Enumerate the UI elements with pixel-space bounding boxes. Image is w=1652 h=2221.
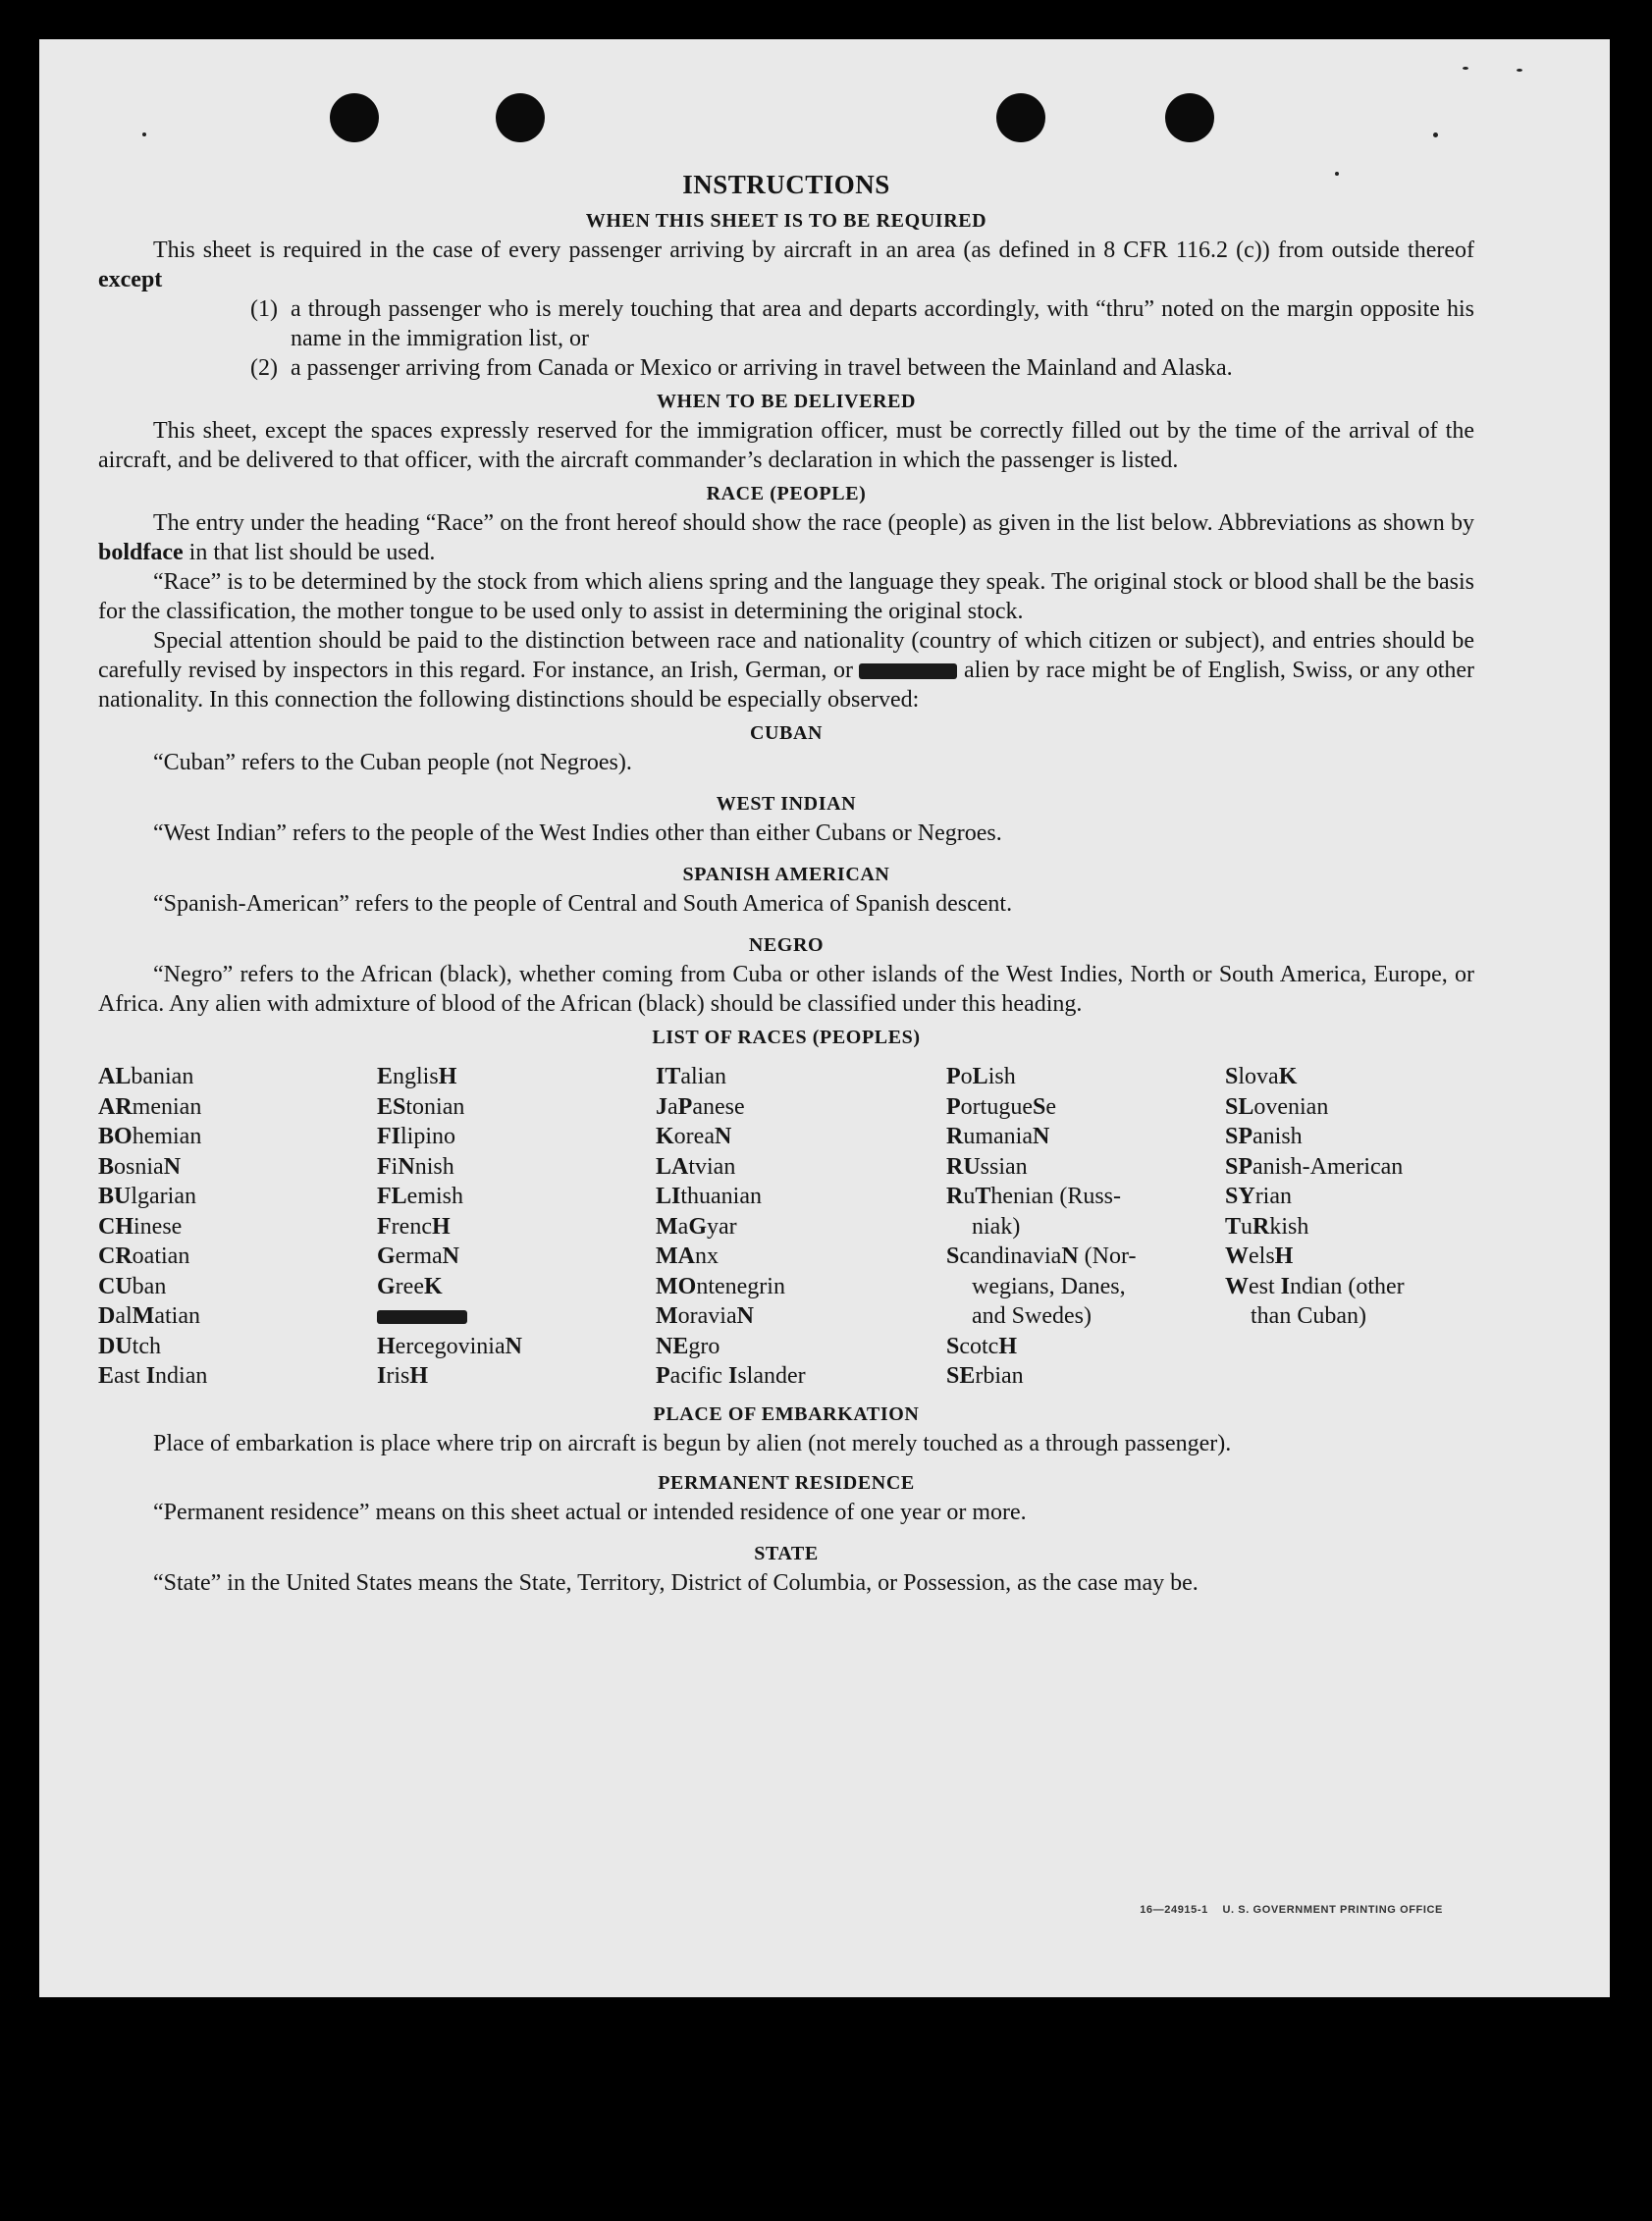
race-entry: SErbian xyxy=(946,1363,1024,1389)
race-entry xyxy=(377,1301,656,1332)
punch-hole xyxy=(996,93,1045,142)
exception-item-1: (1) a through passenger who is merely touching that area and departs accordingly, with “thru” noted on the margin opposite his name in the immigration list, or xyxy=(250,296,1474,351)
west-indian-text: “West Indian” refers to the people of the West Indies other than either Cubans or Negroes. xyxy=(153,820,1002,846)
printing-office-footer: 16—24915-1 U. S. GOVERNMENT PRINTING OFFICE xyxy=(1140,1904,1443,1916)
race-entry: BosniaN xyxy=(98,1153,182,1180)
race-entry: LIthuanian xyxy=(656,1184,762,1209)
spanish-american-text: “Spanish-American” refers to the people of Central and South America of Spanish descent. xyxy=(153,891,1013,917)
heading-when-required: WHEN THIS SHEET IS TO BE REQUIRED xyxy=(585,210,987,232)
race-entry: SPanish xyxy=(1225,1124,1303,1149)
race-entry: PoLish xyxy=(946,1064,1016,1089)
heading-permanent-residence: PERMANENT RESIDENCE xyxy=(658,1471,915,1494)
permanent-residence-text: “Permanent residence” means on this sheet actual or intended residence of one year or more. xyxy=(153,1499,1027,1525)
race-entry: ScotcH xyxy=(946,1333,1018,1359)
race-entry: and Swedes) xyxy=(972,1303,1092,1329)
speck xyxy=(1433,132,1438,137)
punch-hole xyxy=(496,93,545,142)
race-entry: SPanish-American xyxy=(1225,1153,1404,1180)
race-entry: IrisH xyxy=(377,1363,429,1389)
race-entry: wegians, Danes, xyxy=(972,1273,1126,1299)
race-entry: MaGyar xyxy=(656,1213,737,1240)
race-paragraph-3: Special attention should be paid to the distinction between race and nationality (country of which citizen or subject), and entries should be carefully revised by inspectors in this regard. For instance, an Irish, German, or alien by race might be of English, Swiss, or any other nationality. In this connection the following distinctions should be especially observed: xyxy=(98,628,1475,713)
race-entry: DalMatian xyxy=(98,1303,200,1329)
when-delivered-text: This sheet, except the spaces expressly reserved for the immigration officer, must be correctly filled out by the time of the arrival of the aircraft, and be delivered to that officer, with the aircraft commander’s declaration in which the passenger is listed. xyxy=(98,418,1474,473)
race-paragraph-2: “Race” is to be determined by the stock from which aliens spring and the language they speak. The original stock or blood shall be the basis for the classification, the mother tongue to be used only to assist in determining the original stock. xyxy=(98,569,1474,624)
heading-cuban: CUBAN xyxy=(749,722,824,744)
punch-hole xyxy=(330,93,379,142)
heading-list-of-races: LIST OF RACES (PEOPLES) xyxy=(652,1027,921,1048)
race-entry: ScandinaviaN (Nor- xyxy=(946,1243,1137,1269)
race-entry: FIlipino xyxy=(377,1124,456,1149)
race-entry: MAnx xyxy=(656,1243,719,1269)
race-entry: BUlgarian xyxy=(98,1184,196,1209)
punch-hole xyxy=(1165,93,1214,142)
race-entry: NEgro xyxy=(656,1333,720,1359)
race-paragraph-1: The entry under the heading “Race” on the front hereof should show the race (people) as given in the list below. Abbreviations as shown by boldface in that list should be used. xyxy=(98,510,1474,565)
redacted-word xyxy=(859,663,957,679)
race-entry: ITalian xyxy=(656,1064,726,1089)
race-entry: DUtch xyxy=(98,1333,161,1359)
heading-state: STATE xyxy=(754,1542,819,1564)
race-entry: WelsH xyxy=(1225,1243,1294,1269)
race-column xyxy=(377,1062,656,1392)
race-entry: EStonian xyxy=(377,1093,465,1120)
race-entry: FrencH xyxy=(377,1213,451,1240)
race-entry: KoreaN xyxy=(656,1124,732,1149)
state-text: “State” in the United States means the State, Territory, District of Columbia, or Possession, as the case may be. xyxy=(153,1569,1199,1596)
document-page xyxy=(39,39,1610,1997)
race-entry: Pacific Islander xyxy=(656,1363,806,1389)
speck xyxy=(1517,69,1522,72)
heading-spanish-american: SPANISH AMERICAN xyxy=(682,864,890,885)
negro-text: “Negro” refers to the African (black), whether coming from Cuba or other islands of the West Indies, North or South America, Europe, or Africa. Any alien with admixture of blood of the African (black) should be classified under this heading. xyxy=(98,962,1474,1017)
race-entry: West Indian (other xyxy=(1225,1273,1405,1299)
race-entry: BOhemian xyxy=(98,1124,202,1149)
race-entry: RumaniaN xyxy=(946,1124,1050,1149)
heading-negro: NEGRO xyxy=(748,934,825,956)
race-entry: MOntenegrin xyxy=(656,1273,785,1299)
heading-when-delivered: WHEN TO BE DELIVERED xyxy=(656,391,917,412)
heading-race: RACE (PEOPLE) xyxy=(706,483,867,504)
race-entry: MoraviaN xyxy=(656,1303,754,1329)
redacted-race xyxy=(377,1310,467,1324)
race-column xyxy=(98,1062,377,1392)
speck xyxy=(142,132,146,136)
race-list xyxy=(98,1062,1474,1392)
race-entry: FiNnish xyxy=(377,1153,454,1180)
race-column xyxy=(1225,1062,1474,1392)
race-entry: RuThenian (Russ- xyxy=(946,1184,1122,1209)
race-entry: SLovenian xyxy=(1225,1093,1329,1120)
race-entry: East Indian xyxy=(98,1363,208,1389)
when-required-intro: This sheet is required in the case of every passenger arriving by aircraft in an area (as defined in 8 CFR 116.2 (c)) from outside thereof except xyxy=(98,238,1474,292)
race-entry: JaPanese xyxy=(656,1093,745,1120)
race-column xyxy=(946,1062,1225,1392)
race-entry: ARmenian xyxy=(98,1093,202,1120)
heading-embarkation: PLACE OF EMBARKATION xyxy=(653,1402,920,1425)
race-entry: EnglisH xyxy=(377,1064,457,1089)
race-column xyxy=(656,1062,946,1392)
race-entry: niak) xyxy=(972,1213,1021,1240)
race-entry: TuRkish xyxy=(1225,1213,1309,1240)
race-entry: PortugueSe xyxy=(946,1093,1056,1120)
race-entry: GreeK xyxy=(377,1273,443,1299)
embarkation-text: Place of embarkation is place where trip on aircraft is begun by alien (not merely touched as a through passenger). xyxy=(153,1430,1232,1456)
race-entry: CHinese xyxy=(98,1213,183,1240)
cuban-text: “Cuban” refers to the Cuban people (not Negroes). xyxy=(153,750,632,775)
instructions-body xyxy=(98,167,1474,1598)
race-entry: HercegoviniaN xyxy=(377,1333,522,1359)
race-entry: SYrian xyxy=(1225,1184,1292,1209)
race-entry: RUssian xyxy=(946,1153,1028,1180)
heading-west-indian: WEST INDIAN xyxy=(716,793,857,815)
race-entry: ALbanian xyxy=(98,1064,194,1089)
race-entry: LAtvian xyxy=(656,1153,736,1180)
speck xyxy=(1463,67,1468,70)
race-entry: SlovaK xyxy=(1225,1064,1298,1089)
race-entry: CRoatian xyxy=(98,1243,190,1269)
page-title: INSTRUCTIONS xyxy=(682,170,890,199)
race-entry: GermaN xyxy=(377,1243,459,1269)
race-entry: than Cuban) xyxy=(1251,1303,1366,1329)
race-entry: CUban xyxy=(98,1273,167,1299)
race-entry: FLemish xyxy=(377,1184,463,1209)
exception-item-2: (2) a passenger arriving from Canada or Mexico or arriving in travel between the Mainland and Alaska. xyxy=(250,355,1233,381)
